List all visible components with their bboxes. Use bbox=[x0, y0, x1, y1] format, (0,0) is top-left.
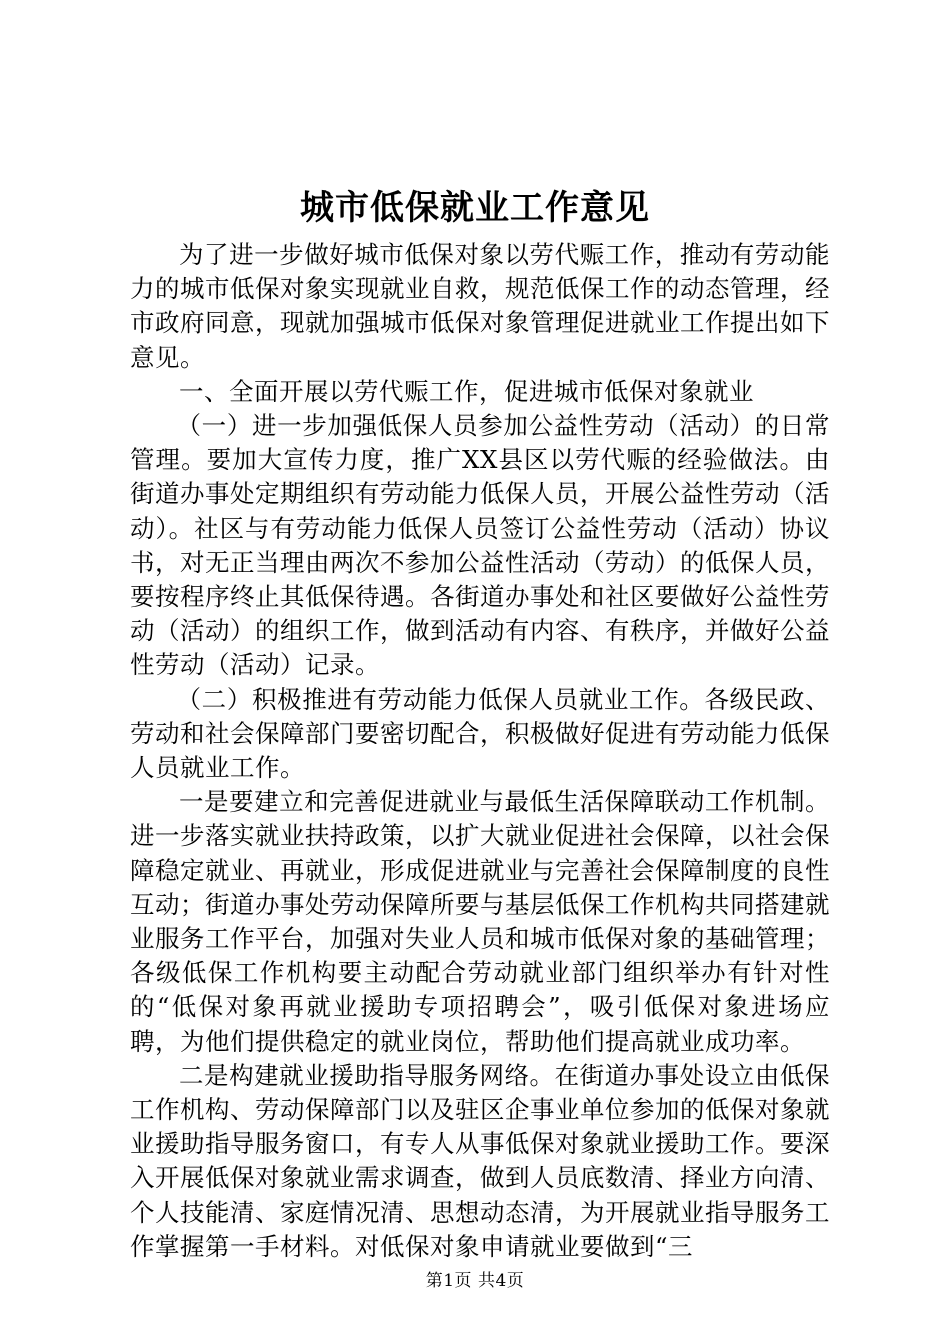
paragraph-item-2: （二）积极推进有劳动能力低保人员就业工作。各级民政、劳动和社会保障部门要密切配合，积极做好促进有劳动能力低保人员就业工作。 bbox=[130, 684, 830, 783]
paragraph-point-1: 一是要建立和完善促进就业与最低生活保障联动工作机制。进一步落实就业扶持政策，以扩大就业促进社会保障，以社会保障稳定就业、再就业，形成促进就业与完善社会保障制度的良性互动；街道办事处劳动保障所要与基层低保工作机构共同搭建就业服务工作平台，加强对失业人员和城市低保对象的基础管理；各级低保工作机构要主动配合劳动就业部门组织举办有针对性的“低保对象再就业援助专项招聘会”，吸引低保对象进场应聘，为他们提供稳定的就业岗位，帮助他们提高就业成功率。 bbox=[130, 787, 830, 1056]
paragraph-point-2: 二是构建就业援助指导服务网络。在街道办事处设立由低保工作机构、劳动保障部门以及驻区企事业单位参加的低保对象就业援助指导服务窗口，有专人从事低保对象就业援助工作。要深入开展低保对象就业需求调查，做到人员底数清、择业方向清、个人技能清、家庭情况清、思想动态清，为开展就业指导服务工作掌握第一手材料。对低保对象申请就业要做到“三 bbox=[130, 1060, 830, 1261]
page-indicator: 第1页 共4页 bbox=[425, 1271, 525, 1291]
paragraph-item-1: （一）进一步加强低保人员参加公益性劳动（活动）的日常管理。要加大宣传力度，推广XX县区以劳代赈的经验做法。由街道办事处定期组织有劳动能力低保人员，开展公益性劳动（活动）。社区与有劳动能力低保人员签订公益性劳动（活动）协议书，对无正当理由两次不参加公益性活动（劳动）的低保人员，要按程序终止其低保待遇。各街道办事处和社区要做好公益性劳动（活动）的组织工作，做到活动有内容、有秩序，并做好公益性劳动（活动）记录。 bbox=[130, 411, 830, 680]
section-heading-1: 一、全面开展以劳代赈工作，促进城市低保对象就业 bbox=[179, 376, 754, 406]
document-title: 城市低保就业工作意见 bbox=[300, 188, 650, 228]
document-body bbox=[130, 238, 830, 1264]
paragraph-intro: 为了进一步做好城市低保对象以劳代赈工作，推动有劳动能力的城市低保对象实现就业自救，规范低保工作的动态管理，经市政府同意，现就加强城市低保对象管理促进就业工作提出如下意见。 bbox=[130, 240, 830, 372]
